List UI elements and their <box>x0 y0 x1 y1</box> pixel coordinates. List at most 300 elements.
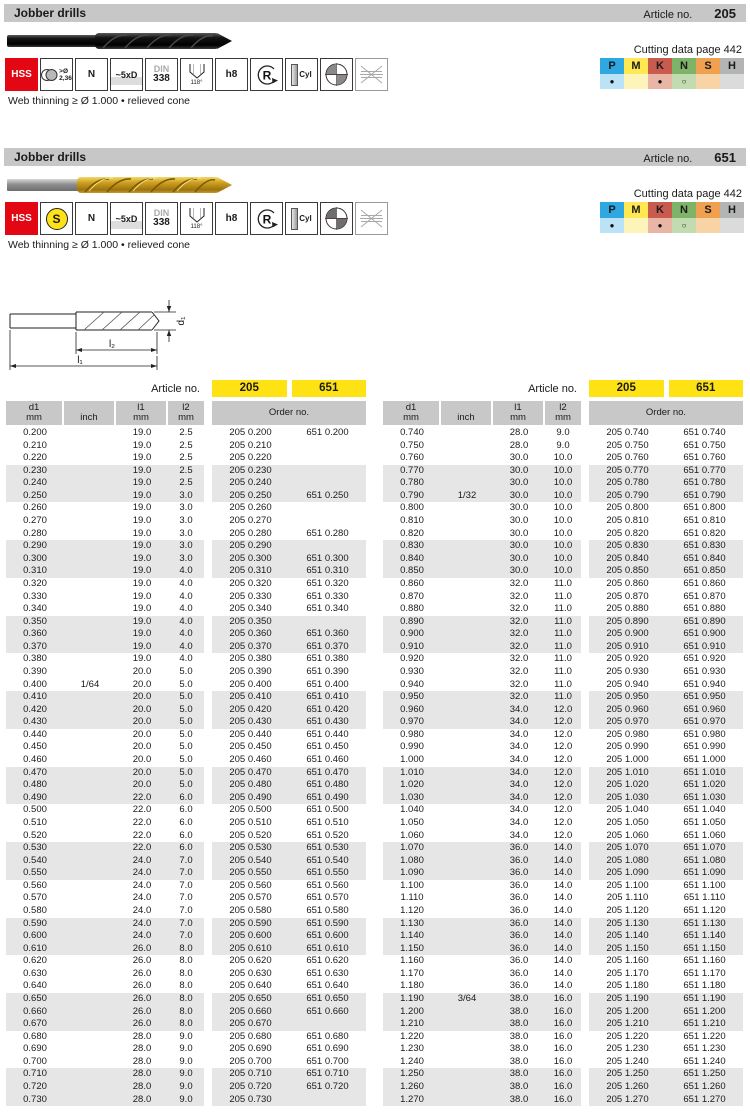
order-no-205-cell: 205 0.940 <box>606 678 649 690</box>
table-row <box>383 867 743 880</box>
d1-cell: 1.040 <box>400 804 424 816</box>
l2-cell: 6.0 <box>179 842 193 854</box>
order-no-651-cell <box>289 502 366 515</box>
order-no-651-cell: 651 0.550 <box>306 867 349 879</box>
inch-cell <box>441 830 493 843</box>
l1-cell: 36.0 <box>509 942 529 954</box>
order-no-651-cell: 651 0.400 <box>306 678 349 690</box>
type-n-icon: N <box>75 58 108 91</box>
order-no-205-cell: 205 0.240 <box>229 477 272 489</box>
d1-cell: 0.800 <box>400 502 424 514</box>
table-row <box>383 565 743 578</box>
d1-cell: 0.650 <box>23 993 47 1005</box>
d1-cell: 1.130 <box>400 917 424 929</box>
d1-cell: 0.710 <box>23 1068 47 1080</box>
d1-cell: 1.100 <box>400 879 424 891</box>
l1-cell: 19.0 <box>132 427 152 438</box>
l1-cell: 19.0 <box>132 640 152 652</box>
l1-cell: 30.0 <box>509 515 529 527</box>
l2-cell: 16.0 <box>553 1068 573 1080</box>
inch-cell <box>441 754 493 767</box>
order-no-205-cell: 205 0.910 <box>606 640 649 652</box>
l1-cell: 20.0 <box>132 754 152 766</box>
order-no-205-cell: 205 0.770 <box>606 464 649 476</box>
order-no-205-cell: 205 0.460 <box>229 754 272 766</box>
l1-cell: 30.0 <box>509 552 529 564</box>
order-no-205-cell: 205 0.930 <box>606 665 649 677</box>
order-no-205-cell: 205 1.050 <box>606 816 649 828</box>
d1-cell: 0.390 <box>23 665 47 677</box>
l2-cell: 16.0 <box>553 1018 573 1030</box>
l1-cell: 30.0 <box>509 565 529 577</box>
order-no-651-cell: 651 1.210 <box>683 1018 726 1030</box>
inch-cell <box>441 666 493 679</box>
d1-cell: 0.380 <box>23 653 47 665</box>
tolerance-h8-icon: h8 <box>215 202 248 235</box>
l1-cell: 34.0 <box>509 716 529 728</box>
table-row <box>6 792 366 805</box>
l2-cell: 8.0 <box>179 1018 193 1030</box>
inch-cell <box>64 704 116 717</box>
d1-cell: 0.540 <box>23 854 47 866</box>
order-no-205-cell: 205 0.730 <box>229 1093 272 1105</box>
l2-cell: 14.0 <box>553 879 573 891</box>
order-no-205-cell: 205 0.860 <box>606 577 649 589</box>
order-no-651-cell: 651 1.120 <box>683 904 726 916</box>
l2-cell: 14.0 <box>553 942 573 954</box>
order-no-651-cell: 651 1.010 <box>683 766 726 778</box>
order-no-205-cell: 205 0.360 <box>229 628 272 640</box>
material-group-M <box>624 58 648 89</box>
order-no-651-cell: 651 1.180 <box>683 980 726 992</box>
l1-cell: 22.0 <box>132 829 152 841</box>
table-row <box>6 943 366 956</box>
order-no-205-cell: 205 1.180 <box>606 980 649 992</box>
order-no-651-cell <box>289 477 366 490</box>
d1-cell: 0.250 <box>23 489 47 501</box>
inch-cell <box>441 440 493 453</box>
table-row <box>6 905 366 918</box>
order-no-205-cell: 205 0.670 <box>229 1018 272 1030</box>
d1-cell: 0.850 <box>400 565 424 577</box>
l1-cell: 24.0 <box>132 892 152 904</box>
l2-cell: 6.0 <box>179 829 193 841</box>
table-row <box>383 515 743 528</box>
table-row <box>383 591 743 604</box>
inch-cell <box>64 641 116 654</box>
l2-cell: 12.0 <box>553 816 573 828</box>
diagram-l1-label: l₁ <box>77 355 83 366</box>
l1-cell: 19.0 <box>132 577 152 589</box>
table-row <box>6 968 366 981</box>
order-no-651-cell: 651 0.690 <box>306 1043 349 1055</box>
order-no-205-cell: 205 0.630 <box>229 967 272 979</box>
order-no-651-cell: 651 0.930 <box>683 665 726 677</box>
order-no-651-cell: 651 0.810 <box>683 515 726 527</box>
l2-cell: 9.0 <box>179 1068 193 1080</box>
d1-cell: 0.220 <box>23 452 47 464</box>
order-no-651-cell: 651 1.200 <box>683 1005 726 1017</box>
order-no-205-cell: 205 0.520 <box>229 829 272 841</box>
table-row <box>6 716 366 729</box>
inch-cell <box>441 867 493 880</box>
inch-cell <box>441 679 493 692</box>
material-group-N <box>672 202 696 233</box>
table-row <box>6 767 366 780</box>
order-no-651-cell <box>289 540 366 553</box>
order-no-651-cell: 651 1.040 <box>683 804 726 816</box>
l1-cell: 19.0 <box>132 540 152 552</box>
inch-cell <box>441 918 493 931</box>
table-row <box>383 729 743 742</box>
d1-cell: 0.420 <box>23 703 47 715</box>
l2-cell: 9.0 <box>556 439 570 451</box>
table-row <box>6 528 366 541</box>
l1-cell: 38.0 <box>509 1081 529 1093</box>
l2-cell: 16.0 <box>553 1055 573 1067</box>
table-row <box>383 452 743 465</box>
order-no-205-cell: 205 0.810 <box>606 515 649 527</box>
material-letter: P <box>600 58 624 74</box>
d1-cell: 0.290 <box>23 540 47 552</box>
l1-cell: 19.0 <box>132 464 152 476</box>
l1-cell: 30.0 <box>509 452 529 464</box>
material-letter: H <box>720 202 744 218</box>
not-applicable-icon <box>355 58 388 91</box>
order-no-205-cell: 205 1.230 <box>606 1043 649 1055</box>
l2-cell: 8.0 <box>179 967 193 979</box>
inch-cell <box>64 980 116 993</box>
order-no-651-cell: 651 0.720 <box>306 1081 349 1093</box>
table-row <box>6 679 366 692</box>
order-no-651-cell: 651 0.250 <box>306 489 349 501</box>
table-row <box>6 817 366 830</box>
l1-cell: 19.0 <box>132 565 152 577</box>
web-thinning-note: Web thinning ≥ Ø 1.000 • relieved cone <box>8 95 191 107</box>
d1-cell: 1.000 <box>400 754 424 766</box>
d1-cell: 0.610 <box>23 942 47 954</box>
l1-cell: 20.0 <box>132 741 152 753</box>
l2-cell: 10.0 <box>553 565 573 577</box>
inch-cell <box>64 1031 116 1044</box>
l1-cell: 26.0 <box>132 942 152 954</box>
inch-cell <box>441 1043 493 1056</box>
order-no-651-cell: 651 1.030 <box>683 791 726 803</box>
order-no-205-cell: 205 0.780 <box>606 477 649 489</box>
l1-cell: 36.0 <box>509 842 529 854</box>
inch-cell <box>441 1068 493 1081</box>
point-angle-118-icon: 118° <box>180 202 213 235</box>
inch-cell <box>64 1043 116 1056</box>
table-row <box>383 817 743 830</box>
l2-cell: 14.0 <box>553 867 573 879</box>
inch-cell <box>64 955 116 968</box>
table-row <box>6 465 366 478</box>
order-no-205-cell: 205 0.510 <box>229 816 272 828</box>
l2-cell: 6.0 <box>179 791 193 803</box>
d1-cell: 0.600 <box>23 930 47 942</box>
order-no-205-cell: 205 0.350 <box>229 615 272 627</box>
order-no-205-cell: 205 0.550 <box>229 867 272 879</box>
d1-cell: 0.310 <box>23 565 47 577</box>
l2-cell: 3.0 <box>179 552 193 564</box>
order-no-651-cell: 651 0.510 <box>306 816 349 828</box>
l2-cell: 14.0 <box>553 955 573 967</box>
order-no-205-cell: 205 1.160 <box>606 955 649 967</box>
order-no-205-cell: 205 0.720 <box>229 1081 272 1093</box>
d1-cell: 1.210 <box>400 1018 424 1030</box>
order-no-205-cell: 205 0.920 <box>606 653 649 665</box>
l1-cell: 36.0 <box>509 930 529 942</box>
l2-cell: 5.0 <box>179 766 193 778</box>
l2-cell: 16.0 <box>553 1030 573 1042</box>
l1-cell: 20.0 <box>132 766 152 778</box>
l1-cell: 20.0 <box>132 703 152 715</box>
inch-cell <box>64 553 116 566</box>
l2-cell: 3.0 <box>179 540 193 552</box>
order-no-205-cell: 205 1.210 <box>606 1018 649 1030</box>
d1-cell: 0.640 <box>23 980 47 992</box>
l2-cell: 4.0 <box>179 590 193 602</box>
order-no-651-cell: 651 1.050 <box>683 816 726 828</box>
article-651-badge: 651 <box>669 380 744 397</box>
order-no-205-cell: 205 1.150 <box>606 942 649 954</box>
l1-cell: 36.0 <box>509 892 529 904</box>
inch-cell <box>64 465 116 478</box>
hss-material-icon: HSS <box>5 202 38 235</box>
table-row <box>6 930 366 943</box>
d1-cell: 0.750 <box>400 439 424 451</box>
order-no-205-cell: 205 0.680 <box>229 1030 272 1042</box>
cross-section-icon <box>320 202 353 235</box>
order-no-205-cell: 205 0.600 <box>229 930 272 942</box>
table-row <box>6 616 366 629</box>
material-group-S <box>696 202 720 233</box>
order-no-205-cell: 205 1.090 <box>606 867 649 879</box>
d1-cell: 0.590 <box>23 917 47 929</box>
l1-cell: 28.0 <box>509 427 529 438</box>
d1-cell: 1.010 <box>400 766 424 778</box>
order-no-205-cell: 205 0.320 <box>229 577 272 589</box>
inch-cell <box>64 616 116 629</box>
l2-cell: 7.0 <box>179 854 193 866</box>
inch-cell <box>441 767 493 780</box>
l2-cell: 6.0 <box>179 816 193 828</box>
l1-cell: 38.0 <box>509 993 529 1005</box>
l1-cell: 24.0 <box>132 904 152 916</box>
l1-cell: 19.0 <box>132 439 152 451</box>
order-no-205-cell: 205 1.220 <box>606 1030 649 1042</box>
l2-cell: 6.0 <box>179 804 193 816</box>
l2-cell: 3.0 <box>179 515 193 527</box>
d1-cell: 0.870 <box>400 590 424 602</box>
d1-cell: 0.520 <box>23 829 47 841</box>
inch-cell <box>441 716 493 729</box>
table-row <box>383 855 743 868</box>
l1-cell: 32.0 <box>509 603 529 615</box>
icon-strip <box>5 202 388 235</box>
order-no-651-cell <box>289 1018 366 1031</box>
l2-cell: 7.0 <box>179 892 193 904</box>
l2-cell: 11.0 <box>554 590 572 602</box>
order-no-205-cell: 205 1.100 <box>606 879 649 891</box>
d1-cell: 0.280 <box>23 527 47 539</box>
order-no-651-cell: 651 0.750 <box>683 439 726 451</box>
inch-cell <box>441 930 493 943</box>
d1-cell: 0.760 <box>400 452 424 464</box>
inch-cell <box>64 502 116 515</box>
d1-cell: 0.690 <box>23 1043 47 1055</box>
l1-cell: 20.0 <box>132 691 152 703</box>
d1-cell: 1.050 <box>400 816 424 828</box>
inch-cell <box>64 842 116 855</box>
material-group-K <box>648 202 672 233</box>
l2-cell: 5.0 <box>179 728 193 740</box>
table-row <box>6 980 366 993</box>
inch-cell <box>64 603 116 616</box>
product-section-651 <box>0 148 750 251</box>
l1-cell: 32.0 <box>509 640 529 652</box>
order-no-651-cell: 651 0.710 <box>306 1068 349 1080</box>
right-hand-rotation-icon <box>250 202 283 235</box>
table-row <box>6 704 366 717</box>
table-row <box>383 980 743 993</box>
table-row <box>6 842 366 855</box>
order-no-205-cell: 205 0.710 <box>229 1068 272 1080</box>
order-no-205-cell: 205 0.580 <box>229 904 272 916</box>
inch-cell <box>441 741 493 754</box>
order-no-205-cell: 205 1.070 <box>606 842 649 854</box>
l2-cell: 10.0 <box>553 552 573 564</box>
order-no-651-cell: 651 0.370 <box>306 640 349 652</box>
l1-cell: 32.0 <box>509 665 529 677</box>
type-n-icon: N <box>75 202 108 235</box>
order-no-651-cell: 651 0.830 <box>683 540 726 552</box>
l1-cell: 32.0 <box>509 653 529 665</box>
section-header <box>4 148 746 166</box>
inch-cell <box>441 578 493 591</box>
cylindrical-shank-icon: Cyl <box>285 202 318 235</box>
order-no-651-cell: 651 0.450 <box>306 741 349 753</box>
col-header-d1: d1 mm <box>383 401 439 425</box>
col-header-inch: inch <box>64 401 114 425</box>
l2-cell: 4.0 <box>179 603 193 615</box>
order-table-left <box>6 380 366 1106</box>
col-header-l1: l1 mm <box>116 401 166 425</box>
article-205-badge: 205 <box>589 380 664 397</box>
d1-cell: 1.180 <box>400 980 424 992</box>
table-row <box>6 1081 366 1094</box>
suitability-mark: ○ <box>672 218 696 233</box>
order-no-205-cell: 205 0.420 <box>229 703 272 715</box>
inch-cell <box>64 830 116 843</box>
inch-cell <box>441 955 493 968</box>
l1-cell: 32.0 <box>509 628 529 640</box>
table-row <box>383 465 743 478</box>
table-row <box>6 477 366 490</box>
l2-cell: 9.0 <box>179 1093 193 1105</box>
order-no-651-cell: 651 0.620 <box>306 955 349 967</box>
order-no-205-cell: 205 1.140 <box>606 930 649 942</box>
inch-cell <box>64 867 116 880</box>
l1-cell: 34.0 <box>509 791 529 803</box>
d1-cell: 0.570 <box>23 892 47 904</box>
d1-cell: 0.880 <box>400 603 424 615</box>
l1-cell: 28.0 <box>132 1055 152 1067</box>
order-no-651-cell: 651 0.460 <box>306 754 349 766</box>
flute-length-5xd-icon: ~5xD <box>110 58 143 91</box>
l1-cell: 22.0 <box>132 842 152 854</box>
order-no-205-cell: 205 0.500 <box>229 804 272 816</box>
order-no-651-cell: 651 0.890 <box>683 615 726 627</box>
order-no-205-cell: 205 1.250 <box>606 1068 649 1080</box>
order-no-205-cell: 205 0.750 <box>606 439 649 451</box>
l1-cell: 19.0 <box>132 603 152 615</box>
cross-section-icon <box>320 58 353 91</box>
inch-cell <box>441 905 493 918</box>
order-no-651-cell: 651 1.130 <box>683 917 726 929</box>
cutting-data-link: Cutting data page 442 <box>633 188 742 200</box>
l1-cell: 19.0 <box>132 653 152 665</box>
order-no-651-cell: 651 1.140 <box>683 930 726 942</box>
inch-cell <box>441 792 493 805</box>
d1-cell: 0.400 <box>23 678 47 690</box>
order-no-205-cell: 205 0.480 <box>229 779 272 791</box>
d1-cell: 0.580 <box>23 904 47 916</box>
order-no-205-cell: 205 0.960 <box>606 703 649 715</box>
tolerance-h8-icon: h8 <box>215 58 248 91</box>
order-no-651-cell: 651 0.990 <box>683 741 726 753</box>
l2-cell: 14.0 <box>553 842 573 854</box>
d1-cell: 0.440 <box>23 728 47 740</box>
l2-cell: 12.0 <box>553 716 573 728</box>
order-no-205-cell: 205 0.880 <box>606 603 649 615</box>
flute-length-5xd-icon: ~5xD <box>110 202 143 235</box>
table-row <box>383 993 743 1006</box>
inch-cell <box>441 553 493 566</box>
l2-cell: 4.0 <box>179 640 193 652</box>
l1-cell: 30.0 <box>509 464 529 476</box>
l1-cell: 30.0 <box>509 477 529 489</box>
l2-cell: 11.0 <box>554 691 572 703</box>
d1-cell: 0.490 <box>23 791 47 803</box>
l2-cell: 11.0 <box>554 615 572 627</box>
l1-cell: 38.0 <box>509 1043 529 1055</box>
l1-cell: 19.0 <box>132 502 152 514</box>
d1-cell: 0.430 <box>23 716 47 728</box>
l1-cell: 34.0 <box>509 703 529 715</box>
table-row <box>383 1031 743 1044</box>
table-row <box>6 955 366 968</box>
order-no-205-cell: 205 1.240 <box>606 1055 649 1067</box>
order-no-205-cell: 205 0.450 <box>229 741 272 753</box>
order-no-205-cell: 205 0.370 <box>229 640 272 652</box>
inch-cell <box>64 653 116 666</box>
table-row <box>6 591 366 604</box>
dimension-diagram <box>6 298 216 378</box>
table-row <box>383 716 743 729</box>
order-no-651-cell: 651 0.820 <box>683 527 726 539</box>
d1-cell: 0.830 <box>400 540 424 552</box>
order-no-651-cell: 651 0.560 <box>306 879 349 891</box>
core-diameter-icon: >Ø 2,36 <box>40 58 73 91</box>
suitability-mark: ● <box>648 218 672 233</box>
l2-cell: 14.0 <box>553 967 573 979</box>
inch-cell <box>441 565 493 578</box>
l2-cell: 5.0 <box>179 678 193 690</box>
table-row <box>383 943 743 956</box>
suitability-mark: ○ <box>672 74 696 89</box>
